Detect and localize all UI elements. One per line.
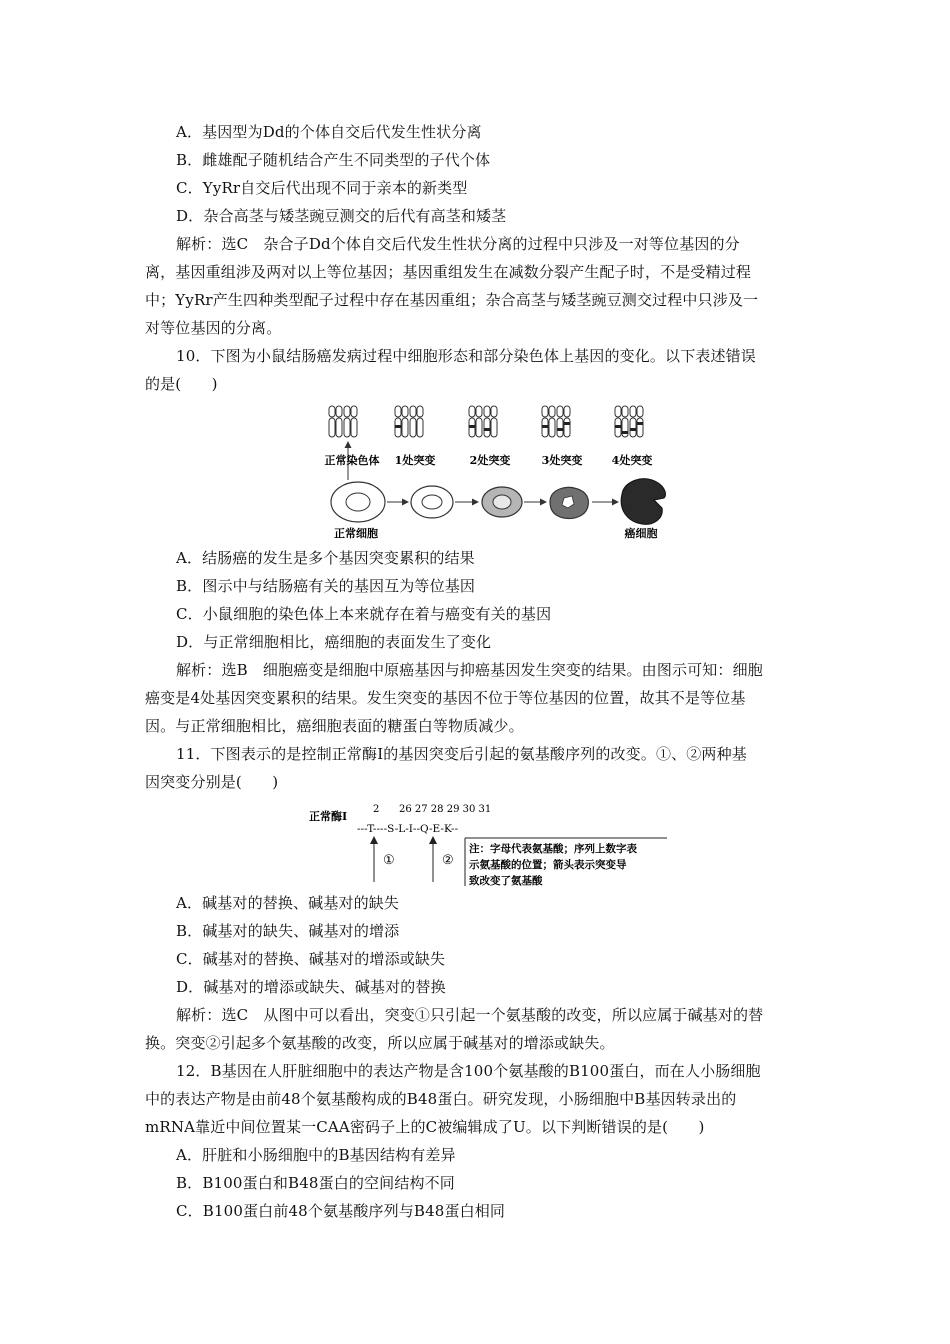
figure-note-line: 致改变了氨基酸 [469, 875, 543, 887]
enzyme-label: 正常酶Ⅰ [309, 810, 348, 823]
cell-stage-2 [482, 487, 522, 517]
chromosome-label: 4处突变 [611, 454, 653, 467]
chromosome-group-3 [542, 406, 570, 437]
mutation-mark-1: ① [383, 853, 395, 868]
q12-stem-line: 12．B基因在人肝脏细胞中的表达产物是含100个氨基酸的B100蛋白，而在人小肠细胞 [176, 1062, 761, 1080]
q11-option-d: D．碱基对的增添或缺失、碱基对的替换 [176, 978, 446, 996]
q11-mutation-figure [305, 800, 675, 892]
q12-option-a: A．肝脏和小肠细胞中的B基因结构有差异 [176, 1146, 456, 1164]
q9-option-c: C．YyRr自交后代出现不同于亲本的新类型 [176, 179, 468, 197]
amino-acid-sequence: ---T----S-L-I--Q-E-K-- [357, 823, 459, 835]
chromosome-group-4 [615, 406, 643, 437]
q9-analysis-line: 中；YyRr产生四种类型配子过程中存在基因重组；杂合高茎与矮茎豌豆测交过程中只涉及一 [145, 291, 759, 309]
q11-analysis-line: 换。突变②引起多个氨基酸的改变，所以应属于碱基对的增添或缺失。 [145, 1034, 615, 1052]
q11-option-a: A．碱基对的替换、碱基对的缺失 [176, 894, 400, 912]
chromosome-group-normal [329, 406, 357, 437]
q10-cancer-progression-figure [318, 402, 678, 547]
cell-stage-1 [411, 486, 453, 518]
q12-stem-line: 中的表达产物是由前48个氨基酸构成的B48蛋白。研究发现，小肠细胞中B基因转录出的 [145, 1090, 737, 1108]
q9-option-d: D．杂合高茎与矮茎豌豆测交的后代有高茎和矮茎 [176, 207, 507, 225]
q11-stem-line: 11．下图表示的是控制正常酶Ⅰ的基因突变后引起的氨基酸序列的改变。①、②两种基 [176, 745, 747, 763]
chromosome-label: 3处突变 [541, 454, 583, 467]
q11-option-b: B．碱基对的缺失、碱基对的增添 [176, 922, 400, 940]
chromosome-label: 正常染色体 [324, 454, 380, 467]
chromosome-group-1 [395, 406, 423, 437]
chromosome-label: 2处突变 [469, 454, 511, 467]
q10-stem-line: 的是( ) [145, 375, 218, 393]
q12-stem-line: mRNA靠近中间位置某一CAA密码子上的C被编辑成了U。以下判断错误的是( ) [145, 1118, 705, 1136]
q9-option-b: B．雌雄配子随机结合产生不同类型的子代个体 [176, 151, 491, 169]
figure-note-line: 注：字母代表氨基酸；序列上数字表 [469, 843, 637, 855]
q12-option-b: B．B100蛋白和B48蛋白的空间结构不同 [176, 1174, 455, 1192]
cancer-cell [621, 479, 665, 525]
cell-label: 癌细胞 [624, 527, 658, 540]
q9-analysis-line: 离，基因重组涉及两对以上等位基因；基因重组发生在减数分裂产生配子时，不是受精过程 [145, 263, 752, 281]
chromosome-label: 1处突变 [394, 454, 436, 467]
q11-option-c: C．碱基对的替换、碱基对的增添或缺失 [176, 950, 446, 968]
q10-analysis-line: 解析：选B 细胞癌变是细胞中原癌基因与抑癌基因发生突变的结果。由图示可知：细胞 [176, 661, 763, 679]
cell-label: 正常细胞 [334, 527, 378, 540]
position-2-label: 2 [373, 804, 380, 815]
chromosome-group-2 [469, 406, 497, 437]
q9-analysis-line: 对等位基因的分离。 [145, 319, 282, 337]
q11-analysis-line: 解析：选C 从图中可以看出，突变①只引起一个氨基酸的改变，所以应属于碱基对的替 [176, 1006, 764, 1024]
cell-stage-3 [550, 487, 588, 518]
mutation-mark-2: ② [442, 853, 454, 868]
q10-analysis-line: 因。与正常细胞相比，癌细胞表面的糖蛋白等物质减少。 [145, 717, 524, 735]
q10-option-a: A．结肠癌的发生是多个基因突变累积的结果 [176, 549, 475, 567]
normal-cell [331, 482, 385, 522]
q10-option-b: B．图示中与结肠癌有关的基因互为等位基因 [176, 577, 476, 595]
q11-stem-line: 因突变分别是( ) [145, 773, 279, 791]
q10-option-c: C．小鼠细胞的染色体上本来就存在着与癌变有关的基因 [176, 605, 552, 623]
q10-analysis-line: 癌变是4处基因突变累积的结果。发生突变的基因不位于等位基因的位置，故其不是等位基 [145, 689, 746, 707]
position-numbers: 26 27 28 29 30 31 [399, 804, 492, 815]
figure-note-line: 示氨基酸的位置；箭头表示突变导 [469, 859, 627, 871]
q10-option-d: D．与正常细胞相比，癌细胞的表面发生了变化 [176, 633, 492, 651]
q12-option-c: C．B100蛋白前48个氨基酸序列与B48蛋白相同 [176, 1202, 506, 1220]
q10-stem-line: 10．下图为小鼠结肠癌发病过程中细胞形态和部分染色体上基因的变化。以下表述错误 [176, 347, 756, 365]
q9-analysis-line: 解析：选C 杂合子Dd个体自交后代发生性状分离的过程中只涉及一对等位基因的分 [176, 235, 740, 253]
q9-option-a: A．基因型为Dd的个体自交后代发生性状分离 [176, 123, 482, 141]
